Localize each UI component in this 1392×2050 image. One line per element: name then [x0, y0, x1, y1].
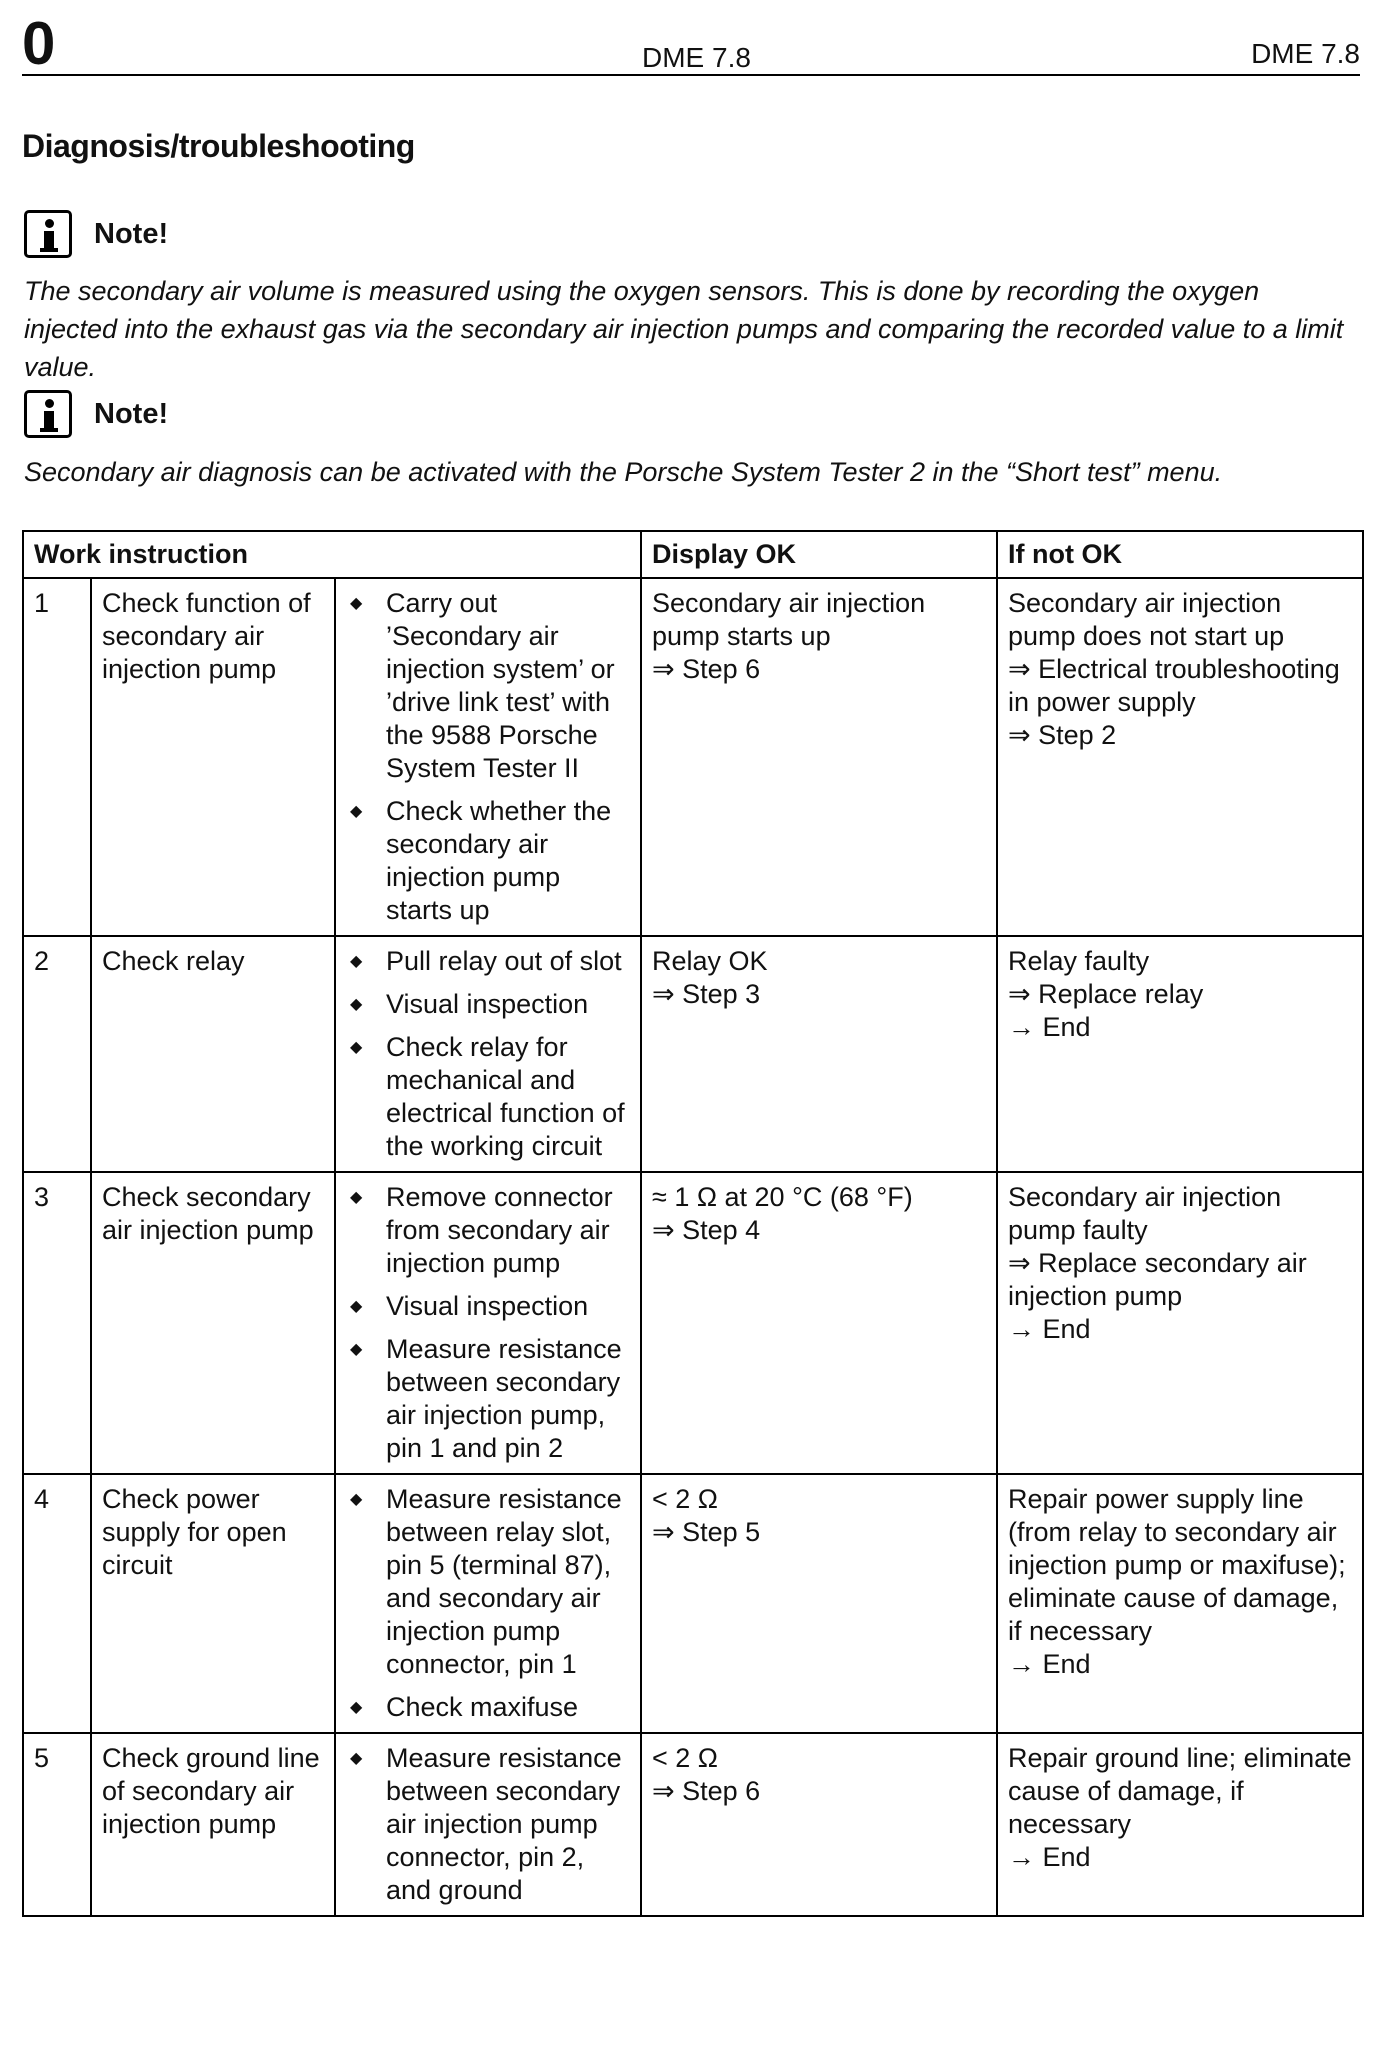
- if-not-ok-cell: [997, 578, 1363, 936]
- note-heading-2: [24, 390, 168, 438]
- not-ok-line: Relay faulty: [1008, 946, 1150, 976]
- not-ok-line: ⇒ Electrical troubleshooting in power supply: [1008, 654, 1340, 717]
- not-ok-line: ⇒ Replace secondary air injection pump: [1008, 1248, 1307, 1311]
- display-ok-cell: [641, 578, 997, 936]
- if-not-ok-cell: [997, 936, 1363, 1172]
- action-item: ◆ Visual inspection: [346, 1290, 630, 1323]
- actions-cell: [335, 1474, 641, 1733]
- ok-line: < 2 Ω: [652, 1484, 718, 1514]
- display-ok-cell: [641, 936, 997, 1172]
- not-ok-line: ⇒ Replace relay: [1008, 979, 1204, 1009]
- note-label: Note!: [94, 397, 169, 430]
- action-item: ◆ Measure resistance between secondary air injection pump connector, pin 2, and ground: [346, 1742, 630, 1907]
- not-ok-line: → End: [1008, 1842, 1091, 1872]
- if-not-ok-cell: [997, 1474, 1363, 1733]
- note-text-1: The secondary air volume is measured using the oxygen sensors. This is done by recording the oxygen injected into the exhaust gas via the secondary air injection pumps and comparing the recorded value to a limit value.: [24, 276, 1344, 382]
- header-display-ok: Display OK: [641, 531, 997, 578]
- not-ok-line: ⇒ Step 2: [1008, 720, 1117, 750]
- table-row: [23, 1172, 1363, 1474]
- page-number: 0: [22, 10, 56, 77]
- action-item: ◆ Measure resistance between relay slot, pin 5 (terminal 87), and secondary air injection pump connector, pin 1: [346, 1483, 630, 1681]
- ok-line: ⇒ Step 5: [652, 1517, 761, 1547]
- ok-line: < 2 Ω: [652, 1743, 718, 1773]
- table-header-row: [23, 531, 1363, 578]
- note-label: Note!: [94, 217, 169, 250]
- step-number: 3: [23, 1172, 91, 1474]
- check-cell: Check function of secondary air injection pump: [91, 578, 335, 936]
- not-ok-line: Secondary air injection pump faulty: [1008, 1182, 1282, 1245]
- not-ok-line: Secondary air injection pump does not start up: [1008, 588, 1285, 651]
- table-row: [23, 936, 1363, 1172]
- actions-cell: [335, 578, 641, 936]
- header-work-instruction: Work instruction: [23, 531, 641, 578]
- actions-cell: [335, 1733, 641, 1916]
- ok-line: ⇒ Step 6: [652, 654, 761, 684]
- table-row: [23, 578, 1363, 936]
- ok-line: ⇒ Step 4: [652, 1215, 761, 1245]
- table-row: [23, 1733, 1363, 1916]
- not-ok-line: → End: [1008, 1012, 1091, 1042]
- check-cell: Check secondary air injection pump: [91, 1172, 335, 1474]
- check-cell: Check power supply for open circuit: [91, 1474, 335, 1733]
- not-ok-line: Repair power supply line (from relay to secondary air injection pump or maxifuse); eliminate cause of damage, if necessary: [1008, 1484, 1346, 1646]
- ok-line: ⇒ Step 3: [652, 979, 761, 1009]
- header-if-not-ok: If not OK: [997, 531, 1363, 578]
- actions-cell: [335, 1172, 641, 1474]
- action-item: ◆ Check relay for mechanical and electrical function of the working circuit: [346, 1031, 630, 1163]
- display-ok-cell: [641, 1474, 997, 1733]
- action-item: ◆ Pull relay out of slot: [346, 945, 630, 978]
- info-icon: [24, 210, 72, 258]
- info-icon: [24, 390, 72, 438]
- display-ok-cell: [641, 1172, 997, 1474]
- action-item: ◆ Remove connector from secondary air injection pump: [346, 1181, 630, 1280]
- not-ok-line: → End: [1008, 1649, 1091, 1679]
- step-number: 2: [23, 936, 91, 1172]
- not-ok-line: Repair ground line; eliminate cause of damage, if necessary: [1008, 1743, 1352, 1839]
- action-item: ◆ Measure resistance between secondary air injection pump, pin 1 and pin 2: [346, 1333, 630, 1465]
- step-number: 4: [23, 1474, 91, 1733]
- check-cell: Check ground line of secondary air injection pump: [91, 1733, 335, 1916]
- ok-line: ≈ 1 Ω at 20 °C (68 °F): [652, 1182, 913, 1212]
- step-number: 1: [23, 578, 91, 936]
- note-heading-1: [24, 210, 168, 258]
- actions-cell: [335, 936, 641, 1172]
- ok-line: Relay OK: [652, 946, 768, 976]
- step-number: 5: [23, 1733, 91, 1916]
- action-item: ◆ Check maxifuse: [346, 1691, 630, 1724]
- action-item: ◆ Carry out ’Secondary air injection system’ or ’drive link test’ with the 9588 Porsche System Tester II: [346, 587, 630, 785]
- page-header: [22, 10, 1360, 77]
- ok-line: ⇒ Step 6: [652, 1776, 761, 1806]
- work-instruction-table: [22, 530, 1364, 1917]
- header-center-title: DME 7.8: [642, 42, 751, 73]
- table-row: [23, 1474, 1363, 1733]
- not-ok-line: → End: [1008, 1314, 1091, 1344]
- check-cell: Check relay: [91, 936, 335, 1172]
- ok-line: Secondary air injection pump starts up: [652, 588, 926, 651]
- section-title: Diagnosis/troubleshooting: [22, 128, 415, 164]
- action-item: ◆ Check whether the secondary air injection pump starts up: [346, 795, 630, 927]
- header-right-title: DME 7.8: [1251, 38, 1360, 69]
- note-text-2: Secondary air diagnosis can be activated with the Porsche System Tester 2 in the “Short test” menu.: [24, 457, 1223, 487]
- display-ok-cell: [641, 1733, 997, 1916]
- if-not-ok-cell: [997, 1172, 1363, 1474]
- action-item: ◆ Visual inspection: [346, 988, 630, 1021]
- if-not-ok-cell: [997, 1733, 1363, 1916]
